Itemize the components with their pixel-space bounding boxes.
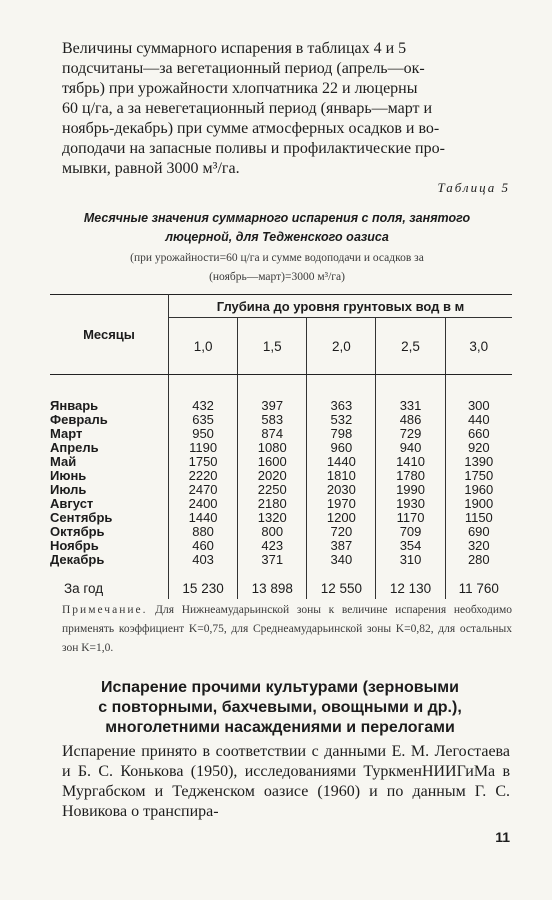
value-cell: 1600 — [238, 455, 307, 469]
depth-header: 2,5 — [376, 318, 445, 375]
table-row — [50, 511, 512, 525]
value-cell: 1990 — [376, 483, 445, 497]
value-cell: 1170 — [376, 511, 445, 525]
value-cell: 1320 — [238, 511, 307, 525]
month-cell: Август — [50, 496, 94, 511]
total-cell: 13 898 — [238, 579, 307, 599]
table-row — [50, 455, 512, 469]
value-cell: 1750 — [445, 469, 512, 483]
value-cell: 798 — [307, 427, 376, 441]
value-cell: 583 — [238, 413, 307, 427]
value-cell: 2180 — [238, 497, 307, 511]
value-cell: 800 — [238, 525, 307, 539]
table-title: Месячные значения суммарного испарения с поля, занятого люцерной, для Тедженского оазиса — [83, 211, 471, 244]
value-cell: 690 — [445, 525, 512, 539]
depth-header: 1,5 — [238, 318, 307, 375]
depth-group-header: Глубина до уровня грунтовых вод в м — [169, 295, 513, 318]
value-cell: 2400 — [169, 497, 238, 511]
month-cell: Февраль — [50, 412, 108, 427]
month-cell: Январь — [50, 398, 99, 413]
note-label: Примечание. — [62, 604, 148, 616]
value-cell: 486 — [376, 413, 445, 427]
table-group-header-row — [50, 295, 512, 318]
table-note — [62, 601, 512, 658]
value-cell: 1960 — [445, 483, 512, 497]
value-cell: 880 — [169, 525, 238, 539]
value-cell: 1970 — [307, 497, 376, 511]
value-cell: 532 — [307, 413, 376, 427]
table-row — [50, 553, 512, 567]
value-cell: 2470 — [169, 483, 238, 497]
value-cell: 403 — [169, 553, 238, 567]
value-cell: 1080 — [238, 441, 307, 455]
total-cell: 12 130 — [376, 579, 445, 599]
value-cell: 1750 — [169, 455, 238, 469]
table-row — [50, 469, 512, 483]
value-cell: 280 — [445, 553, 512, 567]
intro-paragraph: Величины суммарного испарения в таблицах 4 и 5 подсчитаны—за вегетационный период (апрель—ок- тябрь) при урожайности хлопчатника 22 и люцерны 60 ц/га, а за невегетационный период (январь—март и ноябрь-декабрь) при сумме атмосферных осадков и во- доподачи на запасные поливы и профилактические про- мывки, равной 3000 м³/га. — [62, 40, 445, 177]
value-cell: 320 — [445, 539, 512, 553]
depth-header: 1,0 — [169, 318, 238, 375]
value-cell: 1390 — [445, 455, 512, 469]
value-cell: 960 — [307, 441, 376, 455]
total-label: За год — [64, 581, 104, 596]
month-cell: Март — [50, 426, 83, 441]
months-column-header: Месяцы — [50, 295, 169, 375]
month-cell: Июнь — [50, 468, 87, 483]
month-cell: Май — [50, 454, 77, 469]
note-text: Для Нижнеамударьинской зоны к величине испарения необходимо применять коэффициент K=0,75, для Среднеамударьинской зоны K=0,82, для остальных зон K=1,0. — [62, 604, 513, 654]
table-row — [50, 441, 512, 455]
page-number: 11 — [495, 829, 510, 845]
total-row — [50, 579, 512, 599]
value-cell: 635 — [169, 413, 238, 427]
depth-header: 2,0 — [307, 318, 376, 375]
table-row — [50, 497, 512, 511]
value-cell: 729 — [376, 427, 445, 441]
table-row — [50, 539, 512, 553]
value-cell: 460 — [169, 539, 238, 553]
value-cell: 300 — [445, 399, 512, 413]
value-cell: 363 — [307, 399, 376, 413]
section-paragraph: Испарение принято в соответствии с данными Е. М. Легостаева и Б. С. Конькова (1950), исследованиями ТуркменНИИГиМа в Мургабском и Тедженском оазисе (1960) и по данным Г. С. Новикова о транспира- — [62, 743, 510, 820]
value-cell: 423 — [238, 539, 307, 553]
value-cell: 310 — [376, 553, 445, 567]
value-cell: 720 — [307, 525, 376, 539]
value-cell: 940 — [376, 441, 445, 455]
value-cell: 709 — [376, 525, 445, 539]
value-cell: 371 — [238, 553, 307, 567]
value-cell: 2250 — [238, 483, 307, 497]
value-cell: 874 — [238, 427, 307, 441]
total-cell: 11 760 — [445, 579, 512, 599]
value-cell: 440 — [445, 413, 512, 427]
value-cell: 387 — [307, 539, 376, 553]
value-cell: 2030 — [307, 483, 376, 497]
table-row — [50, 413, 512, 427]
value-cell: 920 — [445, 441, 512, 455]
value-cell: 950 — [169, 427, 238, 441]
table-row — [50, 399, 512, 413]
value-cell: 1190 — [169, 441, 238, 455]
month-cell: Декабрь — [50, 552, 105, 567]
value-cell: 1440 — [169, 511, 238, 525]
value-cell: 1780 — [376, 469, 445, 483]
table-row — [50, 525, 512, 539]
month-cell: Апрель — [50, 440, 99, 455]
value-cell: 432 — [169, 399, 238, 413]
value-cell: 2020 — [238, 469, 307, 483]
value-cell: 1930 — [376, 497, 445, 511]
evaporation-table — [50, 294, 512, 599]
value-cell: 397 — [238, 399, 307, 413]
value-cell: 340 — [307, 553, 376, 567]
table-row — [50, 427, 512, 441]
value-cell: 1410 — [376, 455, 445, 469]
total-cell: 15 230 — [169, 579, 238, 599]
value-cell: 660 — [445, 427, 512, 441]
value-cell: 1900 — [445, 497, 512, 511]
month-cell: Июль — [50, 482, 87, 497]
value-cell: 354 — [376, 539, 445, 553]
table-number: Таблица 5 — [437, 180, 510, 195]
section-heading: Испарение прочими культурами (зерновыми с повторными, бахчевыми, овощными и др.), многолетними насаждениями и перелогами — [98, 679, 462, 736]
month-cell: Октябрь — [50, 524, 105, 539]
value-cell: 1440 — [307, 455, 376, 469]
month-cell: Сентябрь — [50, 510, 113, 525]
value-cell: 2220 — [169, 469, 238, 483]
value-cell: 1810 — [307, 469, 376, 483]
value-cell: 331 — [376, 399, 445, 413]
table-row — [50, 483, 512, 497]
table-subtitle: (при урожайности=60 ц/га и сумме водоподачи и осадков за (ноябрь—март)=3000 м³/га) — [130, 252, 424, 283]
value-cell: 1200 — [307, 511, 376, 525]
total-cell: 12 550 — [307, 579, 376, 599]
value-cell: 1150 — [445, 511, 512, 525]
month-cell: Ноябрь — [50, 538, 99, 553]
depth-header: 3,0 — [445, 318, 512, 375]
